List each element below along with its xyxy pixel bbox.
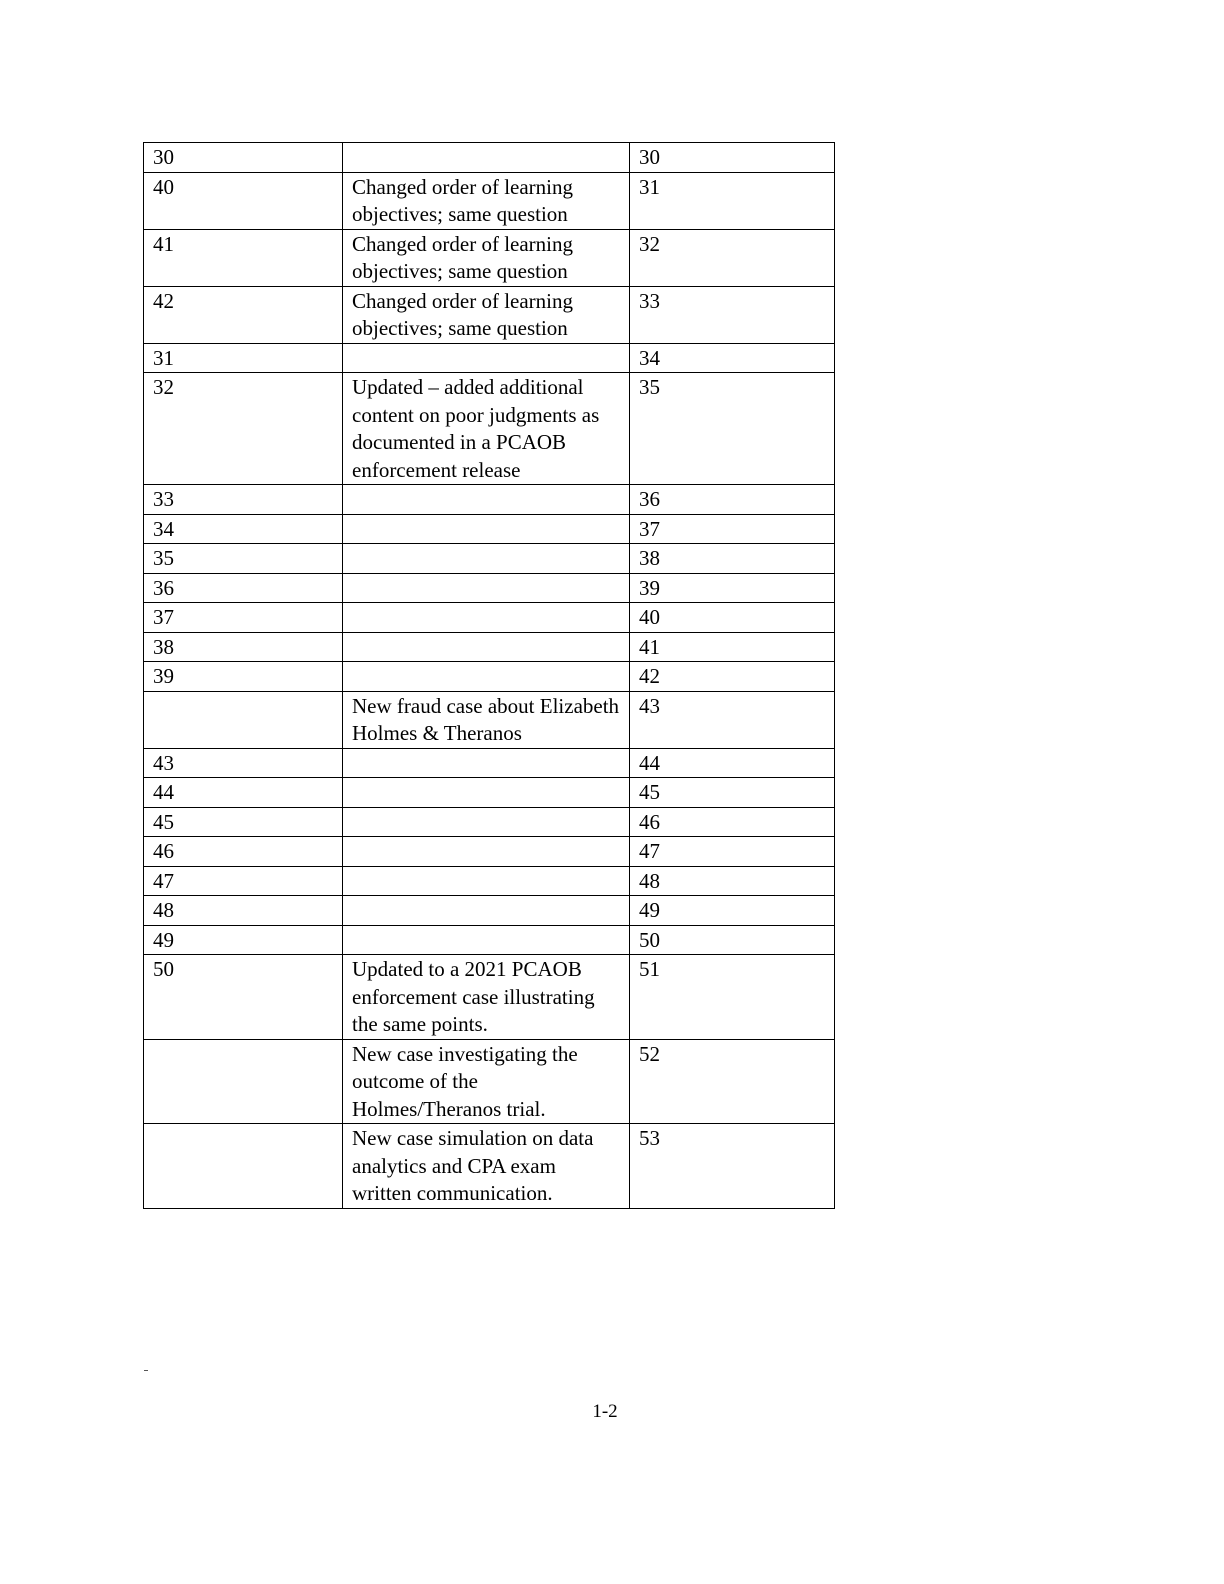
old-question-cell bbox=[144, 1039, 343, 1124]
old-question-cell bbox=[144, 1124, 343, 1209]
old-question-cell: 49 bbox=[144, 925, 343, 955]
change-note-cell bbox=[343, 925, 630, 955]
old-question-cell: 50 bbox=[144, 955, 343, 1040]
change-note-cell bbox=[343, 343, 630, 373]
new-question-cell: 51 bbox=[630, 955, 835, 1040]
table-row bbox=[144, 603, 835, 633]
old-question-cell: 33 bbox=[144, 485, 343, 515]
change-note-cell: Changed order of learning objectives; same question bbox=[343, 229, 630, 286]
old-question-cell: 44 bbox=[144, 778, 343, 808]
change-note-cell bbox=[343, 748, 630, 778]
new-question-cell: 43 bbox=[630, 691, 835, 748]
table-row bbox=[144, 544, 835, 574]
table-row bbox=[144, 748, 835, 778]
table-row bbox=[144, 1039, 835, 1124]
new-question-cell: 49 bbox=[630, 896, 835, 926]
change-note-cell bbox=[343, 807, 630, 837]
table-row bbox=[144, 691, 835, 748]
change-note-cell bbox=[343, 896, 630, 926]
old-question-cell: 37 bbox=[144, 603, 343, 633]
new-question-cell: 38 bbox=[630, 544, 835, 574]
stray-mark bbox=[144, 1370, 148, 1371]
old-question-cell: 30 bbox=[144, 143, 343, 173]
change-note-cell: New fraud case about Elizabeth Holmes & Theranos bbox=[343, 691, 630, 748]
old-question-cell: 43 bbox=[144, 748, 343, 778]
table-row bbox=[144, 632, 835, 662]
old-question-cell: 31 bbox=[144, 343, 343, 373]
old-question-cell: 45 bbox=[144, 807, 343, 837]
old-question-cell: 41 bbox=[144, 229, 343, 286]
table-row bbox=[144, 807, 835, 837]
old-question-cell: 35 bbox=[144, 544, 343, 574]
change-note-cell: New case simulation on data analytics and CPA exam written communication. bbox=[343, 1124, 630, 1209]
table-row bbox=[144, 896, 835, 926]
table-row bbox=[144, 662, 835, 692]
new-question-cell: 48 bbox=[630, 866, 835, 896]
new-question-cell: 50 bbox=[630, 925, 835, 955]
change-note-cell bbox=[343, 603, 630, 633]
change-note-cell: Changed order of learning objectives; same question bbox=[343, 172, 630, 229]
new-question-cell: 41 bbox=[630, 632, 835, 662]
new-question-cell: 39 bbox=[630, 573, 835, 603]
change-note-cell bbox=[343, 778, 630, 808]
new-question-cell: 36 bbox=[630, 485, 835, 515]
table-row bbox=[144, 573, 835, 603]
old-question-cell: 42 bbox=[144, 286, 343, 343]
change-note-cell bbox=[343, 573, 630, 603]
old-question-cell bbox=[144, 691, 343, 748]
change-note-cell bbox=[343, 143, 630, 173]
new-question-cell: 46 bbox=[630, 807, 835, 837]
change-note-cell bbox=[343, 544, 630, 574]
new-question-cell: 45 bbox=[630, 778, 835, 808]
change-note-cell: New case investigating the outcome of the Holmes/Theranos trial. bbox=[343, 1039, 630, 1124]
table-row bbox=[144, 778, 835, 808]
old-question-cell: 46 bbox=[144, 837, 343, 867]
table-row bbox=[144, 286, 835, 343]
old-question-cell: 34 bbox=[144, 514, 343, 544]
table-row bbox=[144, 373, 835, 485]
table-row bbox=[144, 955, 835, 1040]
new-question-cell: 31 bbox=[630, 172, 835, 229]
change-note-cell bbox=[343, 662, 630, 692]
change-note-cell bbox=[343, 866, 630, 896]
table-row bbox=[144, 343, 835, 373]
new-question-cell: 32 bbox=[630, 229, 835, 286]
old-question-cell: 40 bbox=[144, 172, 343, 229]
table-row bbox=[144, 229, 835, 286]
new-question-cell: 47 bbox=[630, 837, 835, 867]
change-note-cell bbox=[343, 485, 630, 515]
table-row bbox=[144, 837, 835, 867]
new-question-cell: 40 bbox=[630, 603, 835, 633]
new-question-cell: 37 bbox=[630, 514, 835, 544]
table-row bbox=[144, 143, 835, 173]
change-note-cell: Changed order of learning objectives; same question bbox=[343, 286, 630, 343]
old-question-cell: 36 bbox=[144, 573, 343, 603]
old-question-cell: 47 bbox=[144, 866, 343, 896]
new-question-cell: 44 bbox=[630, 748, 835, 778]
new-question-cell: 34 bbox=[630, 343, 835, 373]
new-question-cell: 35 bbox=[630, 373, 835, 485]
change-note-cell bbox=[343, 514, 630, 544]
table-row bbox=[144, 1124, 835, 1209]
new-question-cell: 30 bbox=[630, 143, 835, 173]
old-question-cell: 38 bbox=[144, 632, 343, 662]
change-note-cell: Updated to a 2021 PCAOB enforcement case illustrating the same points. bbox=[343, 955, 630, 1040]
change-note-cell: Updated – added additional content on poor judgments as documented in a PCAOB enforcement release bbox=[343, 373, 630, 485]
new-question-cell: 33 bbox=[630, 286, 835, 343]
table-row bbox=[144, 925, 835, 955]
page-number: 1-2 bbox=[592, 1401, 618, 1422]
new-question-cell: 52 bbox=[630, 1039, 835, 1124]
old-question-cell: 32 bbox=[144, 373, 343, 485]
table-row bbox=[144, 866, 835, 896]
question-mapping-table bbox=[143, 142, 835, 1209]
old-question-cell: 48 bbox=[144, 896, 343, 926]
table-row bbox=[144, 172, 835, 229]
new-question-cell: 42 bbox=[630, 662, 835, 692]
old-question-cell: 39 bbox=[144, 662, 343, 692]
table-row bbox=[144, 514, 835, 544]
table-body bbox=[144, 143, 835, 1209]
change-note-cell bbox=[343, 632, 630, 662]
new-question-cell: 53 bbox=[630, 1124, 835, 1209]
table-row bbox=[144, 485, 835, 515]
change-note-cell bbox=[343, 837, 630, 867]
